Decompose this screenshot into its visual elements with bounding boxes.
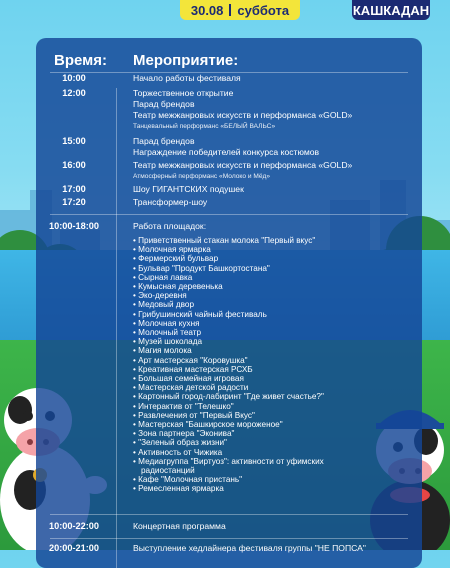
- concert-time: 10:00-22:00: [48, 521, 100, 531]
- platform-item: • Кумысная деревенька: [133, 282, 416, 291]
- row-event: Парад брендов: [133, 136, 195, 146]
- platform-item: • Большая семейная игровая: [133, 374, 416, 383]
- section-divider: [50, 514, 408, 515]
- weekday-text: суббота: [237, 2, 290, 18]
- row-event: Театр межжанровых искусств и перформанса «GOLD»: [133, 110, 353, 120]
- platform-item: • Приветственный стакан молока "Первый вкус": [133, 236, 416, 245]
- row-event: Торжественное открытие: [133, 88, 234, 98]
- section-divider: [50, 214, 408, 215]
- platform-item: • Бульвар "Продукт Башкортостана": [133, 264, 416, 273]
- row-note: Танцевальный перформанс «БЕЛЫЙ ВАЛЬС»: [133, 123, 276, 130]
- platform-item: • Ремесленная ярмарка: [133, 484, 416, 493]
- platform-item: • Медиагруппа "Виртуоз": активности от уфимских: [133, 457, 416, 466]
- row-event: Трансформер-шоу: [133, 197, 208, 207]
- row-event: Парад брендов: [133, 99, 195, 109]
- row-time: 10:00: [62, 73, 86, 83]
- schedule-panel: [36, 38, 422, 568]
- row-note: Атмосферный перформанс «Молоко и Мёд»: [133, 173, 271, 180]
- time-column-header: Время:: [54, 52, 107, 69]
- top-bar: [0, 0, 450, 22]
- row-time: 17:20: [62, 197, 86, 207]
- row-event: Театр межжанровых искусств и перформанса «GOLD»: [133, 160, 353, 170]
- platform-item: • Картонный город-лабиринт "Где живет счастье?": [133, 392, 416, 401]
- row-event: Награждение победителей конкурса костюмов: [133, 147, 320, 157]
- section-divider: [50, 538, 408, 539]
- platforms-list: [133, 236, 416, 494]
- platform-item: • "Зеленый образ жизни": [133, 438, 416, 447]
- platform-item: • Молочный театр: [133, 328, 416, 337]
- row-time: 17:00: [62, 184, 86, 194]
- platform-item: • Фермерский бульвар: [133, 254, 416, 263]
- row-event: Начало работы фестиваля: [133, 73, 241, 83]
- place-badge: КАШКАДАН: [352, 0, 430, 20]
- platforms-time: 10:00-18:00: [48, 221, 100, 231]
- platform-item: радиостанций: [141, 466, 195, 476]
- platform-item: • Кафе "Молочная пристань": [133, 475, 416, 484]
- platform-item: • Магия молока: [133, 346, 416, 355]
- row-time: 16:00: [62, 160, 86, 170]
- platform-item: • Сырная лавка: [133, 273, 416, 282]
- platform-item: • Активность от Чижика: [133, 448, 416, 457]
- platform-item: • Молочная кухня: [133, 319, 416, 328]
- platform-item: • Мастерская детской радости: [133, 383, 416, 392]
- row-event: Шоу ГИГАНТСКИХ подушек: [133, 184, 244, 194]
- row-time: 12:00: [62, 88, 86, 98]
- platform-item: • Креативная мастерская РСХБ: [133, 365, 416, 374]
- platform-item: • Развлечения от "Первый Вкус": [133, 411, 416, 420]
- platform-item: • Зона партнера "Эконива": [133, 429, 416, 438]
- date-text: 30.08: [190, 2, 224, 18]
- platform-item: • Грибушинский чайный фестиваль: [133, 310, 416, 319]
- platform-item: • Молочная ярмарка: [133, 245, 416, 254]
- concert-event: Концертная программа: [133, 521, 226, 531]
- headliner-event: Выступление хедлайнера фестиваля группы "НЕ ПОПСА": [133, 543, 366, 553]
- column-divider: [116, 88, 117, 568]
- platform-item: • Мастерская "Башкирское мороженое": [133, 420, 416, 429]
- platform-item: • Медовый двор: [133, 300, 416, 309]
- headliner-time: 20:00-21:00: [48, 543, 100, 553]
- row-time: 15:00: [62, 136, 86, 146]
- platform-item: • Эко-деревня: [133, 291, 416, 300]
- date-separator: [229, 4, 231, 16]
- platform-item: • Музей шоколада: [133, 337, 416, 346]
- platform-item: • Интерактив от "Телешко": [133, 402, 416, 411]
- platform-item: • Арт мастерская "Коровушка": [133, 356, 416, 365]
- event-column-header: Мероприятие:: [133, 52, 239, 69]
- date-badge: [180, 0, 300, 20]
- platforms-title: Работа площадок:: [133, 221, 207, 231]
